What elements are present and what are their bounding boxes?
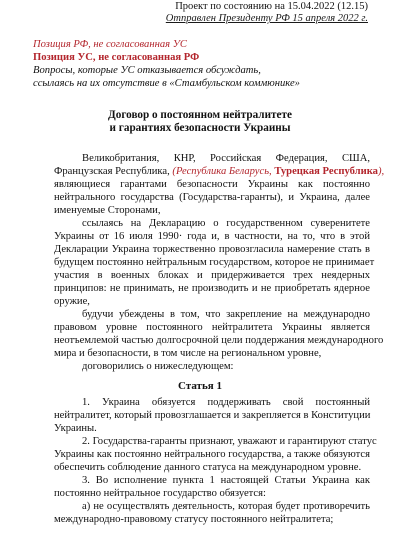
- article-1-p3a-line2: международно-правовому статусу постоянного нейтралитета;: [54, 514, 334, 525]
- article-1-p1-line2: нейтралитет, который провозглашается и закрепляется в Конституции: [54, 410, 371, 421]
- preamble-p3-line2: правовом уровне постоянного нейтралитета Украины является: [54, 322, 370, 333]
- article-1-p3-line2: постоянно нейтральное государство обязуется:: [54, 488, 266, 499]
- document-title-line2: и гарантиях безопасности Украины: [109, 122, 291, 134]
- legend-us-position: Позиция УС, не согласованная РФ: [33, 52, 200, 63]
- article-1-p2-line1: 2. Государства-гаранты признают, уважают и гарантируют статус: [82, 436, 377, 447]
- preamble-p1-line4: нейтрального государства (Государства-гаранты), и Украина, далее: [54, 192, 370, 203]
- article-1-p2-line3: обеспечить соблюдение данного статуса на международном уровне.: [54, 462, 362, 473]
- preamble-p2-line4: будущем постоянно нейтральным государством, которое не принимает: [54, 257, 375, 268]
- article-1-p2-line2: Украины как постоянно нейтрального государства, а также обязуются: [54, 449, 370, 460]
- belarus-rf-position: (Республика Беларусь: [172, 166, 270, 177]
- preamble-p1-line2: [54, 166, 384, 179]
- preamble-p3-line4: мира и безопасности, в том числе на региональном уровне,: [54, 348, 322, 359]
- draft-status-line: Проект по состоянию на 15.04.2022 (12.15): [175, 1, 368, 12]
- sent-to-president-line: Отправлен Президенту РФ 15 апреля 2022 г.: [165, 13, 368, 24]
- preamble-agreed: договорились о нижеследующем:: [82, 361, 234, 372]
- article-1-p1-line1: 1. Украина обязуется поддерживать свой постоянный: [82, 397, 370, 408]
- preamble-p1-text: Французская Республика,: [54, 166, 173, 177]
- preamble-p2-line6: принципов: не принимать, не производить и не приобретать ядерное: [54, 283, 370, 294]
- comma: ,: [269, 166, 275, 177]
- preamble-p3-line3: неотъемлемой частью долгосрочной цели поддержания международного: [54, 335, 384, 346]
- legend-rf-position: Позиция РФ, не согласованная УС: [33, 39, 187, 50]
- legend-refused-issues-2: ссылаясь на их отсутствие в «Стамбульском коммюнике»: [33, 78, 300, 89]
- preamble-p3-line1: будучи убеждены в том, что закрепление на международно: [82, 309, 370, 320]
- paren-close: ),: [377, 166, 385, 177]
- preamble-p2-line2: Украины от 16 июля 1990· года и, в частности, на то, что в этой: [54, 231, 370, 242]
- article-1-p1-line3: Украины.: [54, 423, 97, 434]
- article-1-p3a-line1: а) не осуществлять деятельность, которая будет противоречить: [82, 501, 370, 512]
- preamble-p2-line1: ссылаясь на Декларацию о государственном суверенитете: [82, 218, 370, 229]
- article-1-p3-line1: 3. Во исполнение пункта 1 настоящей Статьи Украина как: [82, 475, 370, 486]
- turkey-us-position: Турецкая Республика: [274, 166, 378, 177]
- article-1-heading: Статья 1: [178, 380, 222, 392]
- preamble-p1-line3: являющиеся гарантами безопасности Украины как постоянно: [54, 179, 370, 190]
- preamble-p2-line3: Декларации Украина торжественно провозгласила намерение стать в: [54, 244, 370, 255]
- preamble-p1-line5: именуемые Сторонами,: [54, 205, 161, 216]
- preamble-p2-line5: участия в военных блоках и придерживается трех неядерных: [54, 270, 370, 281]
- preamble-p1-line1: Великобритания, КНР, Российская Федерация, США,: [82, 153, 370, 164]
- legend-refused-issues: Вопросы, которые УС отказывается обсуждать,: [33, 65, 261, 76]
- document-title-line1: Договор о постоянном нейтралитете: [108, 109, 292, 121]
- preamble-p2-line7: оружие,: [54, 296, 90, 307]
